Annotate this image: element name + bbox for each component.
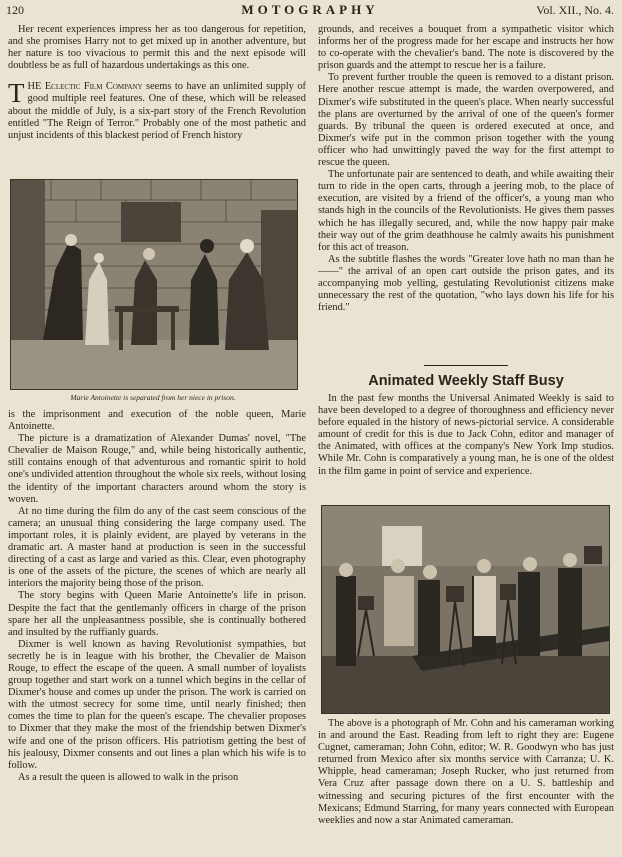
right-column-caption-text <box>318 718 614 827</box>
photo-caption: Marie Antoinette is separated from her niece in prison. <box>70 393 236 402</box>
right-column-article <box>318 393 614 478</box>
prison-scene-photo <box>10 179 298 390</box>
page-number: 120 <box>6 3 24 17</box>
paragraph: To prevent further trouble the queen is removed to a distant prison. Here another rescue attempt is made, the warden overpowered, and Dixmer's wife substituted in the queen's place. When nearly successful the plans are overturned by the arrival of one of the queen's former guards. By tribunal the queen is ordered executed at once, and Dixmer's wife put in the common prison together with the young officer who had unwittingly paved the way for the first attempt to rescue the queen. <box>318 72 614 169</box>
magazine-title: MOTOGRAPHY <box>241 2 379 17</box>
paragraph: The unfortunate pair are sentenced to death, and while awaiting their turn to ride in the open carts, through a jeering mob, to the place of execution, are visited by a friend of the officer's, a young man who stands high in the councils of the Revolutionists. He gives them passes which he has illegally secured, and, while the now happy pair make their way out of the grim deathhouse he calmly awaits his punishment for this act of treason. <box>318 169 614 253</box>
right-column-top <box>318 24 614 314</box>
paragraph-text: seems to have an unlimited supply of good multiple reel features. One of these, which will be released about the middle of July, is a six-part story of the French Revolution entitled "The Reign of Terror." Probably one of the most pathetic and unjust incidents of this blackest period of French history <box>8 81 306 141</box>
paragraph: As a result the queen is allowed to walk in the prison <box>18 771 239 783</box>
eclectic-intro-paragraph <box>8 78 306 141</box>
paragraph: The picture is a dramatization of Alexander Dumas' novel, "The Chevalier de Maison Rouge," and, while being historically authentic, still contains enough of that adventurous and romantic spirit to hold one's undivided attention throughout the whole six reels, without losing the identity of the important characters around whom the story is woven. <box>8 433 306 505</box>
paragraph: Dixmer is well known as having Revolutionist sympathies, but secretly he is in league with his brother, the Chevalier de Maison Rouge, to effect the escape of the queen. A small number of loyalists group together and start work on a tunnel which begins in the cellar of Dixmer's house and comes up under the prison. The work is carried on with the utmost secrecy for some time, until nearly finished; then comes the time to plan for the queen's escape. The chevalier proposes to Dixmer that they make the most of the friendship betwen Dixmer's wife and one of the prison officers. His patriotism getting the best of his jealousy, Dixmer consents and out lines a plan which his wife is to follow. <box>8 638 306 771</box>
volume-issue: Vol. XII., No. 4. <box>536 3 614 17</box>
section-divider <box>424 365 508 366</box>
paragraph: is the imprisonment and execution of the noble queen, Marie Antoinette. <box>8 409 306 433</box>
paragraph: grounds, and receives a bouquet from a sympathetic visitor which informs her of the progress made for her escape and instructs her how to co-operate with the chevalier's band. The note is discovered by the prison guards and the attempt to rescue her is a failure. <box>318 24 614 72</box>
paragraph: In the past few months the Universal Animated Weekly is said to have been developed to a degree of thoroughness and efficiency never before equaled in the history of news-pictorial service. A considerable amount of credit for this is due to Jack Cohn, editor and manager of the Animated, with offices at the company's New York Imp studios. While Mr. Cohn is comparatively a young man, he is one of the oldest in the film game in point of service and experience. <box>318 393 614 477</box>
drop-cap: T <box>8 78 25 109</box>
paragraph: As the subtitle flashes the words "Greater love hath no man than he——" the arrival of an open cart outside the prison gates, and its accompanying mob yelling, gestulating Revolutionist citizens make unnecessary the rest of the quotation, "who lays down his life for his friend." <box>318 253 614 314</box>
left-column-top <box>8 24 306 142</box>
company-name: HE Eclectic Film Company <box>27 81 143 93</box>
cameramen-group-photo <box>321 505 610 714</box>
paragraph: The story begins with Queen Marie Antoinette's life in prison. Despite the fact that the gentlemanly officers in charge of the prison spare her all the unpleasantness possible, she is continually bothered and insulted by the ruffianly guards. <box>8 590 306 638</box>
page-header <box>6 3 614 19</box>
article-headline: Animated Weekly Staff Busy <box>368 373 564 389</box>
paragraph: Her recent experiences impress her as too dangerous for repetition, and she promises Harry not to get mixed up in another adventure, but her nature is too vivacious to permit this and the next episode will doubtless be as full of hazardous undertakings as this one. <box>8 24 306 72</box>
left-column-bottom <box>8 409 306 784</box>
paragraph: The above is a photograph of Mr. Cohn and his cameraman working in and around the East. Reading from left to right they are: Eugene Cugnet, cameraman; John Cohn, editor; W. R. Goodwyn who has just returned from Mexico after six months service with Carranza; U. K. Whipple, head cameraman; Joseph Rucker, who just returned from Vera Cruz after passage down there on a U. S. battleship and witnessing and securing pictures of the first encounter with the Mexicans; Edmund Starring, for many years connected with European weeklies and now a star Animated cameraman. <box>318 718 614 826</box>
paragraph: At no time during the film do any of the cast seem conscious of the camera; an unusual thing considering the large company used. The important roles, it is plainly evident, are played by veterans in the dramatic art. A master hand at production is seen in the successful directing of a cast as large and varied as this. Clear, even photography is one of the assets of the picture, the scenes of which are nearly all interiors the majority being those of the prison. <box>8 505 306 590</box>
